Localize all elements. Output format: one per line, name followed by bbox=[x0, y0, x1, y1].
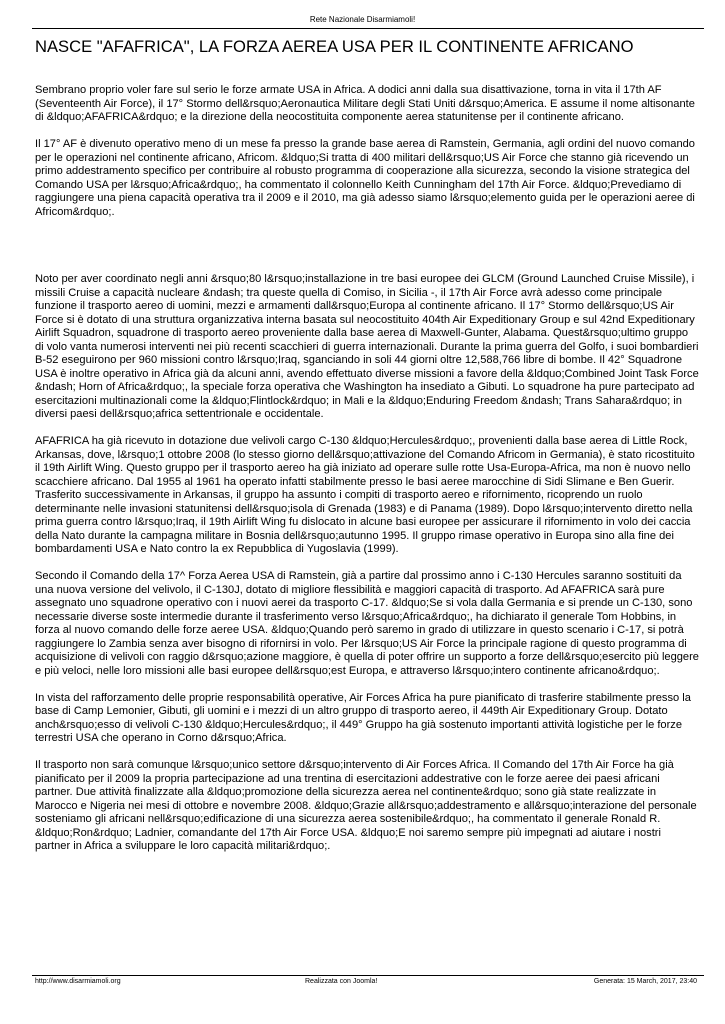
footer-generated-date: Generata: 15 March, 2017, 23:40 bbox=[593, 978, 697, 985]
page-footer bbox=[35, 978, 697, 990]
article-paragraph: Sembrano proprio voler fare sul serio le forze armate USA in Africa. A dodici anni dalla sua disattivazione, torna in vita il 17th AF (Seventeenth Air Force), il 17° Stormo dell&rsquo;Aeronautica Militare degli Stati Uniti d&rsquo;America. E assume il nome altisonante di &ldquo;AFAFRICA&rdquo; e la direzione della neocostituita componente aerea statunitense per il continente africano. bbox=[35, 84, 695, 123]
article-title: NASCE "AFAFRICA", LA FORZA AEREA USA PER IL CONTINENTE AFRICANO bbox=[35, 37, 634, 56]
site-header: Rete Nazionale Disarmiamoli! bbox=[309, 15, 416, 24]
article-body bbox=[35, 84, 699, 867]
header-divider bbox=[32, 28, 704, 29]
article-paragraph: Il 17° AF è divenuto operativo meno di un mese fa presso la grande base aerea di Ramstein, Germania, agli ordini del nuovo comando per le operazioni nel continente africano, Africom. &ldquo;Si tratta di 400 militari dell&rsquo;US Air Force che stanno già ricevendo un primo addestramento specifico per contribuire al robusto programma di cooperazione alla sicurezza, secondo la visione strategica del Comando USA per l&rsquo;Africa&rdquo;, ha commentato il colonnello Keith Cunningham del 17th Air Force. &ldquo;Prevediamo di raggiungere una piena capacità operativa tra il 2009 e il 2010, ma già adesso siamo l&rsquo;elemento guida per le operazioni aeree di Africom&rdquo;. bbox=[35, 138, 695, 218]
article-paragraph: Il trasporto non sarà comunque l&rsquo;unico settore d&rsquo;intervento di Air Forces Africa. Il Comando del 17th Air Force ha già pianificato per il 2009 la propria partecipazione ad una trentina di esercitazioni addestrative con le forze aeree dei paesi africani partner. Due attività finalizzate alla &ldquo;promozione della sicurezza aerea nel continente&rdquo; sono già state realizzate in Marocco e Nigeria nei mesi di ottobre e novembre 2008. &ldquo;Grazie all&rsquo;addestramento e all&rsquo;interazione del personale sosteniamo gli africani nell&rsquo;edificazione di una sicurezza aerea sostenibile&rdquo;, ha commentato il generale Ronald R. &ldquo;Ron&rdquo; Ladnier, comandante del 17th Air Force USA. &ldquo;E noi saremo sempre più impegnati ad aiutare i nostri partner in Africa a sviluppare le loro capacità militari&rdquo;. bbox=[35, 759, 697, 852]
article-paragraph: Secondo il Comando della 17^ Forza Aerea USA di Ramstein, già a partire dal prossimo anno i C-130 Hercules saranno sostituiti da una nuova versione del velivolo, il C-130J, dotato di migliore flessibilità e maggiori capacità di trasporto. Ad AFAFRICA sarà pure assegnato uno squadrone operativo con i nuovi aerei da trasporto C-17. &ldquo;Se si vola dalla Germania e si prende un C-130, sono necessarie diverse soste intermedie durante il trasferimento verso l&rsquo;Africa&rdquo;, ha dichiarato il generale Tom Hobbins, in forza al nuovo comando delle forze aeree USA. &ldquo;Quando però saremo in grado di utilizzare in questo scenario i C-17, si potrà raggiungere lo Zambia senza aver bisogno di rifornirsi in volo. Per l&rsquo;US Air Force la principale ragione di questo programma di acquisizione di velivoli con raggio d&rsquo;azione maggiore, è quella di poter offrire un supporto a forze dell&rsquo;esercito più leggere e più veloci, nelle loro missioni alle basi europee dell&rsquo;est Europa, e attraverso l&rsquo;intero continente africano&rdquo;. bbox=[35, 570, 699, 677]
article-paragraph: Noto per aver coordinato negli anni &rsquo;80 l&rsquo;installazione in tre basi europee dei GLCM (Ground Launched Cruise Missile), i missili Cruise a capacità nucleare &ndash; tra queste quella di Comiso, in Sicilia -, il 17th Air Force avrà adesso come principale funzione il trasporto aereo di uomini, mezzi e armamenti dall&rsquo;Europa al continente africano. Il 17° Stormo dell&rsquo;US Air Force si è dotato di una struttura organizzativa interna basata sul neocostituito 404th Air Expeditionary Group e sul 42nd Expeditionary Airlift Squadron, squadrone di trasporto aereo proveniente dalla base aerea di Maxwell-Gunter, Alabama. Quest&rsquo;ultimo gruppo di volo vanta numerosi interventi nei più recenti scacchieri di guerra internazionali. Durante la prima guerra del Golfo, i suoi bombardieri B-52 eseguirono per 960 missioni contro l&rsquo;Iraq, sganciando in soli 44 giorni oltre 12,588,766 libre di bombe. Il 42° Squadrone USA è inoltre operativo in Africa già da alcuni anni, avendo effettuato diverse missioni a favore della &ldquo;Combined Joint Task Force &ndash; Horn of Africa&rdquo;, la speciale forza operativa che Washington ha insediato a Gibuti. Lo squadrone ha pure partecipato ad esercitazioni multinazionali come la &ldquo;Flintlock&rdquo; in Mali e la &ldquo;Enduring Freedom &ndash; Trans Sahara&rdquo; in diversi paesi dell&rsquo;africa settentrionale e occidentale. bbox=[35, 273, 699, 420]
article-paragraph: AFAFRICA ha già ricevuto in dotazione due velivoli cargo C-130 &ldquo;Hercules&rdquo;, provenienti dalla base aerea di Little Rock, Arkansas, dove, l&rsquo;1 ottobre 2008 (lo stesso giorno dell&rsquo;attivazione del Comando Africom in Germania), è stato ricostituito il 19th Airlift Wing. Questo gruppo per il trasporto aereo ha già iniziato ad operare sulle rotte Usa-Europa-Africa, ma non è nuovo nello scacchiere africano. Dal 1955 al 1961 ha operato infatti stabilmente presso le basi aeree marocchine di Sidi Slimane e Ben Guerir. Trasferito successivamente in Arkansas, il gruppo ha assunto i compiti di trasporto aereo e rifornimento, ricoprendo un ruolo determinante nelle invasioni statunitensi dell&rsquo;isola di Grenada (1983) e di Panama (1989). Dopo l&rsquo;intervento diretto nella prima guerra contro l&rsquo;Iraq, il 19th Airlift Wing fu dislocato in alcune basi europee per assicurare il rifornimento in volo dei caccia della Nato durante la campagna militare in Bosnia dell&rsquo;autunno 1995. Il gruppo rimase operativo in Europa sino alla fine dei bombardamenti USA e Nato contro la ex Repubblica di Yugoslavia (1999). bbox=[35, 435, 695, 555]
article-paragraph: In vista del rafforzamento delle proprie responsabilità operative, Air Forces Africa ha pure pianificato di trasferire stabilmente presso la base di Camp Lemonier, Gibuti, gli uomini e i mezzi di un altro gruppo di trasporto aereo, il 449th Air Expeditionary Group. Dotato anch&rsquo;esso di velivoli C-130 &ldquo;Hercules&rdquo;, il 449° Gruppo ha già sostenuto importanti attività logistiche per le forze terrestri USA che operano in Corno d&rsquo;Africa. bbox=[35, 691, 691, 744]
footer-divider bbox=[32, 975, 704, 976]
footer-site-url[interactable]: http://www.disarmiamoli.org bbox=[35, 978, 121, 985]
footer-credit: Realizzata con Joomla! bbox=[305, 978, 378, 985]
